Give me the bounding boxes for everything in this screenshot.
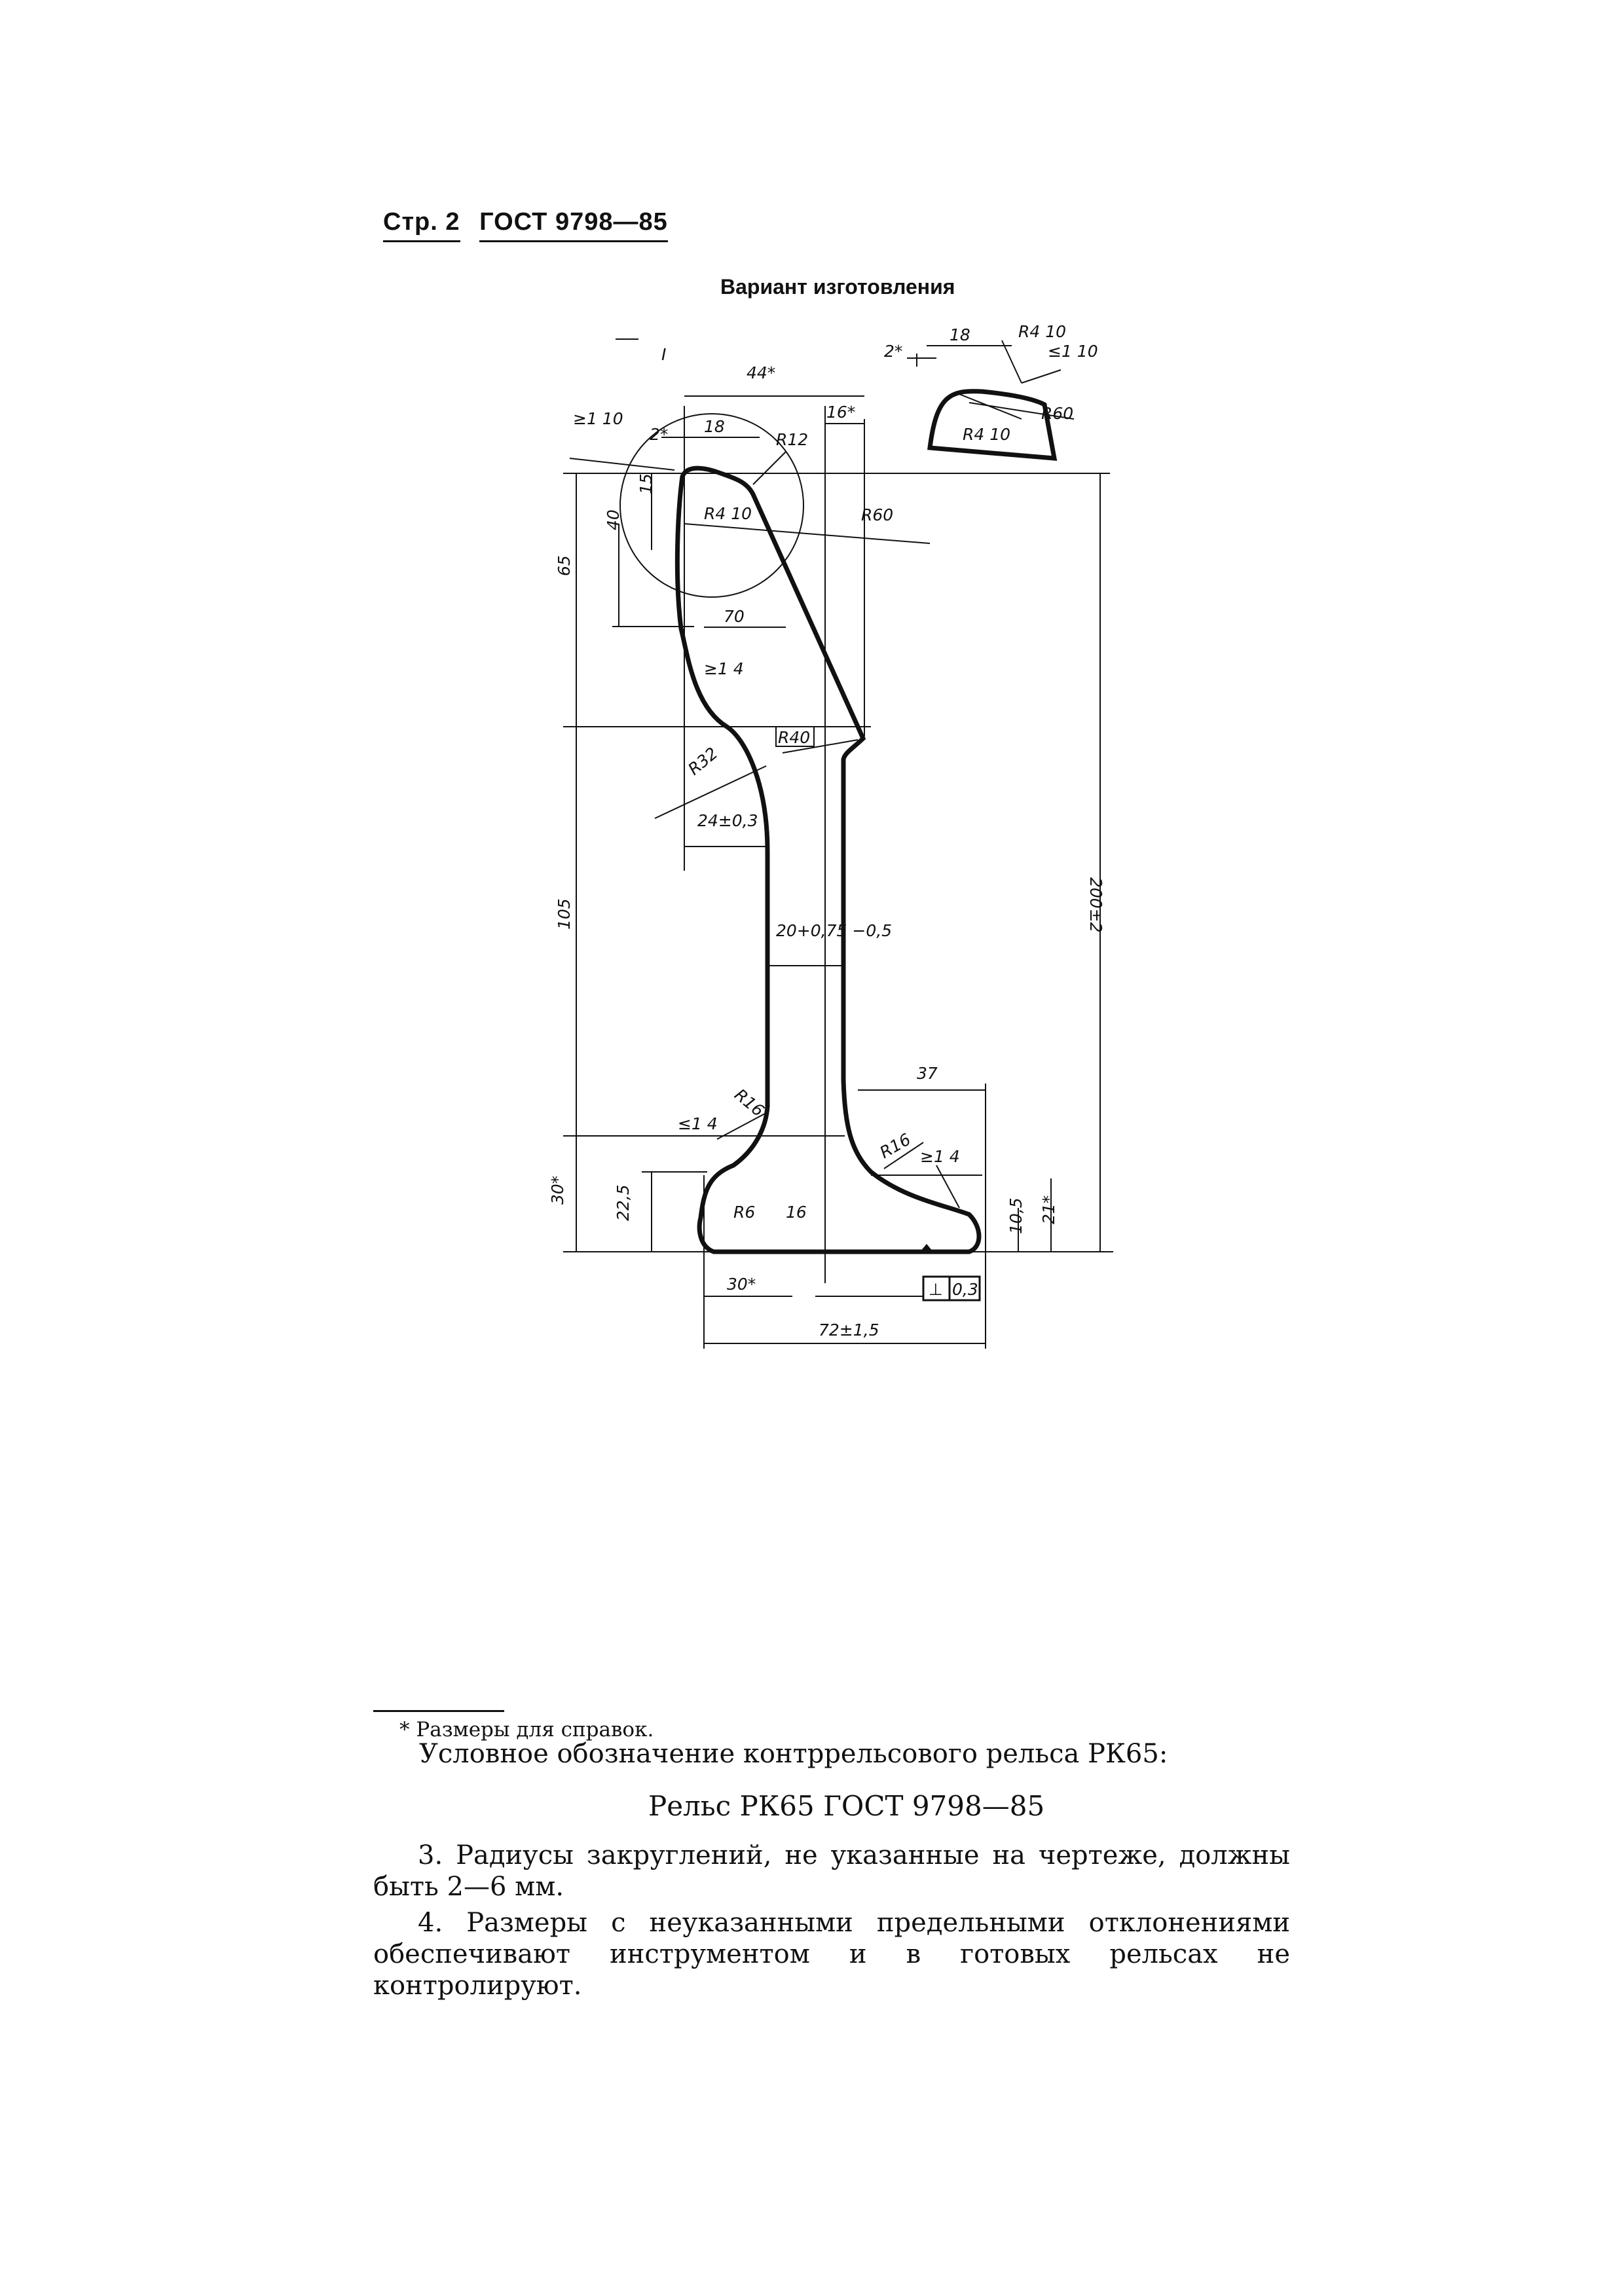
tolerance-symbol: ⊥ [929, 1280, 943, 1299]
dim-22-5: 22,5 [614, 1184, 633, 1221]
dim-72: 72±1,5 [819, 1321, 879, 1339]
item-3: 3. Радиусы закруглений, не указанные на чертеже, должны быть 2—6 мм. [373, 1840, 1290, 1902]
dim-44: 44* [747, 363, 776, 382]
dim-16: 16* [826, 403, 856, 422]
dim-15: 15 [637, 473, 655, 494]
dim-18: 18 [704, 417, 725, 436]
tolerance-value: 0,3 [952, 1280, 978, 1299]
radius-6: R6 [733, 1203, 756, 1222]
radius-16-right: R16 [876, 1129, 914, 1163]
dim-21: 21* [1039, 1195, 1058, 1224]
designation-intro: Условное обозначение контррельсового рельса РК65: [419, 1739, 1168, 1769]
dim-200: 200±2 [1086, 877, 1105, 933]
inset-radius-4: R4 10 [1018, 322, 1067, 341]
inset-dim-2: 2* [884, 342, 903, 361]
slope-mid: ≥1 4 [704, 659, 744, 678]
radius-12: R12 [776, 430, 809, 449]
dim-20: 20+0,75 −0,5 [776, 921, 893, 940]
dim-105: 105 [555, 898, 574, 930]
inset-slope: ≤1 10 [1048, 342, 1098, 361]
standard-number: ГОСТ 9798—85 [479, 208, 668, 242]
designation: Рельс РК65 ГОСТ 9798—85 [648, 1790, 1045, 1822]
rail-profile-outline [677, 468, 979, 1252]
slope-left: ≤1 4 [678, 1114, 718, 1133]
footnote-rule [373, 1710, 504, 1712]
dim-65: 65 [555, 555, 574, 576]
page-number: Стр. 2 [383, 208, 460, 242]
dim-30-lower: 30* [727, 1275, 756, 1294]
radius-16-left: R16 [731, 1085, 768, 1121]
dim-24: 24±0,3 [697, 811, 758, 830]
detail-mark: I [661, 345, 667, 364]
dim-10-5: 10,5 [1006, 1197, 1025, 1234]
inset-dim-18: 18 [950, 325, 970, 344]
slope-top: ≥1 10 [573, 409, 623, 428]
dim-37: 37 [917, 1064, 938, 1083]
figure-title: Вариант изготовления [720, 275, 955, 299]
radius-60: R60 [861, 505, 894, 524]
radius-32: R32 [684, 743, 722, 779]
inset-radius-4b: R4 10 [963, 425, 1011, 444]
inset-radius-60: R60 [1041, 404, 1074, 423]
dim-2: 2* [650, 425, 669, 444]
footnote: * Размеры для справок. [399, 1718, 654, 1741]
radius-4-10: R4 10 [704, 504, 752, 523]
dim-30: 30* [548, 1175, 567, 1205]
item-4: 4. Размеры с неуказанными предельными отклонениями обеспечивают инструментом и в готовых рельсах не контролируют. [373, 1908, 1290, 2001]
slope-right: ≥1 4 [920, 1147, 960, 1166]
dim-40: 40 [604, 509, 623, 530]
radius-40: R40 [778, 728, 811, 747]
dim-70: 70 [724, 607, 745, 626]
dim-16-lower: 16 [786, 1203, 807, 1222]
